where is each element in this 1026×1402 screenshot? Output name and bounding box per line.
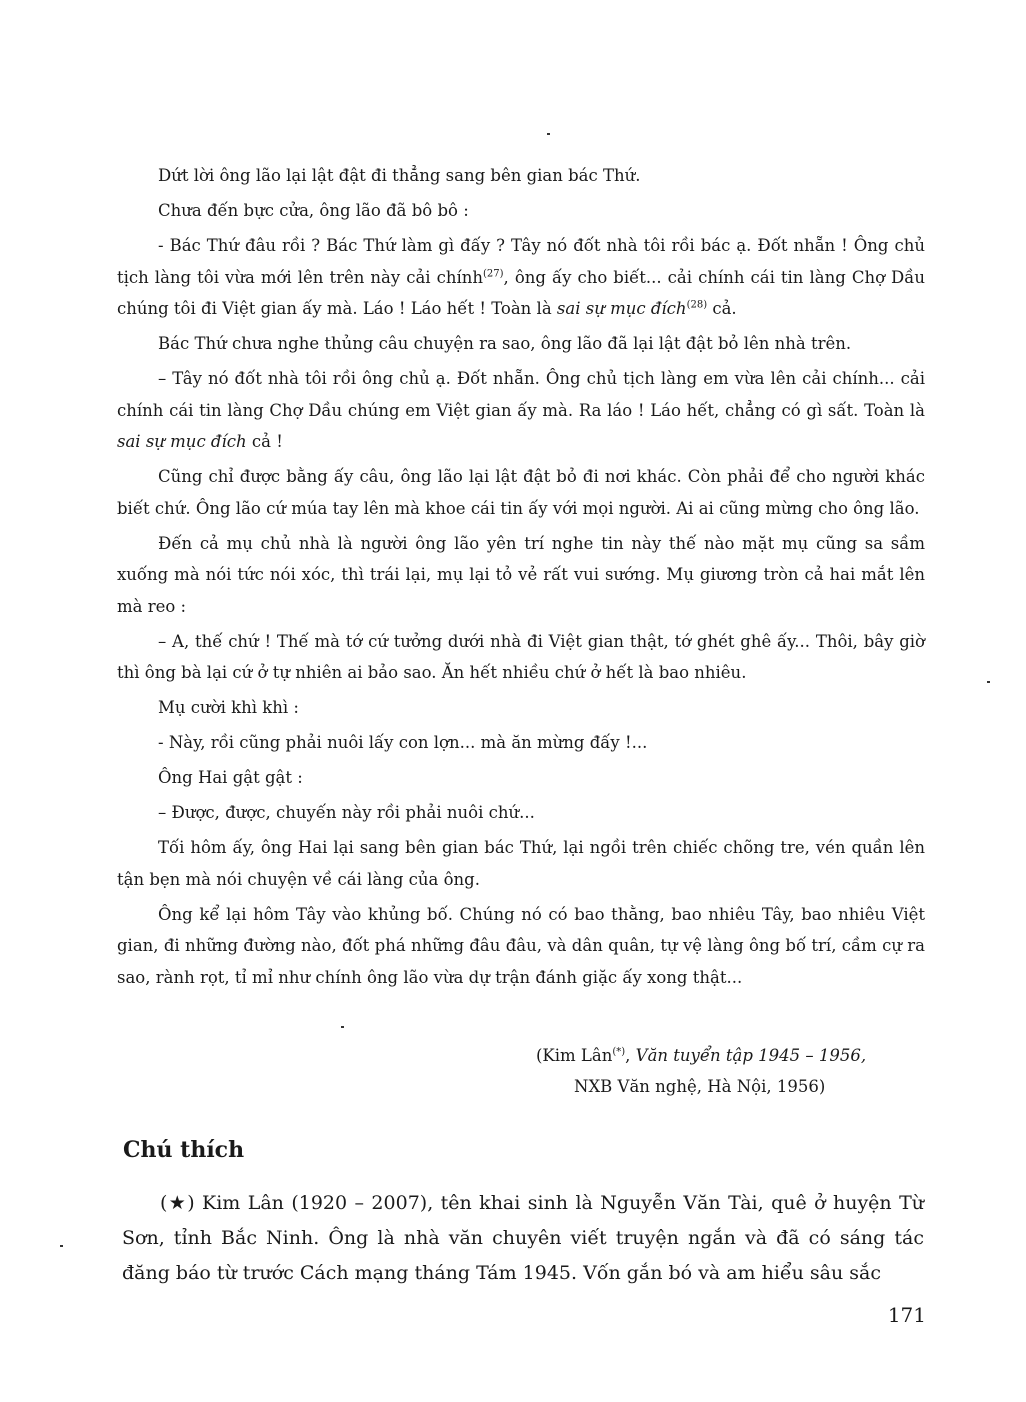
- footnote-ref: (*): [612, 1046, 626, 1058]
- footnote-ref: (27): [483, 268, 504, 279]
- paragraph: Bác Thứ chưa nghe thủng câu chuyện ra sao, ông lão đã lại lật đật bỏ lên nhà trên.: [158, 334, 852, 353]
- scan-speck: [987, 681, 990, 683]
- footnote-ref: (28): [686, 299, 708, 311]
- paragraph: – Được, được, chuyến này rồi phải nuôi chứ...: [158, 803, 535, 822]
- source-citation: (Kim Lân(*), Văn tuyển tập 1945 – 1956, NXB Văn nghệ, Hà Nội, 1956): [536, 1040, 866, 1102]
- italic-phrase: sai sự mục đích: [556, 299, 687, 318]
- paragraph: - Này, rồi cũng phải nuôi lấy con lợn... mà ăn mừng đấy !...: [158, 733, 648, 752]
- story-text: [117, 160, 925, 997]
- italic-phrase: sai sự mục đích: [117, 432, 247, 451]
- paragraph: Chưa đến bực cửa, ông lão đã bô bô :: [158, 201, 469, 220]
- paragraph: – A, thế chứ ! Thế mà tớ cứ tưởng dưới nhà đi Việt gian thật, tớ ghét ghê ấy... Thôi, bây giờ thì ông bà lại cứ ở tự nhiên ai bảo sao. Ăn hết nhiều chứ ở hết là bao nhiêu.: [117, 631, 925, 682]
- paragraph: Ông Hai gật gật :: [158, 768, 303, 787]
- note-paragraph: (★) Kim Lân (1920 – 2007), tên khai sinh là Nguyễn Văn Tài, quê ở huyện Từ Sơn, tỉnh Bắc Ninh. Ông là nhà văn chuyên viết truyện ngắn và đã có sáng tác đăng báo từ trước Cách mạng tháng Tám 1945. Vốn gắn bó và am hiểu sâu sắc: [122, 1192, 924, 1284]
- paragraph: - Bác Thứ đâu rồi ? Bác Thứ làm gì đấy ? Tây nó đốt nhà tôi rồi bác ạ. Đốt nhẵn ! Ông chủ tịch làng tôi vừa mới lên trên này cải chính$^{(27)}$, ông ấy cho biết... cải chính cái tin làng Chợ Dầu chúng tôi đi Việt gian ấy mà. Láo ! Láo hết ! Toàn là sai sự mục đích$^{(28)}$ cả.: [117, 236, 926, 318]
- scan-speck: [60, 1245, 63, 1247]
- notes-heading: Chú thích: [123, 1137, 245, 1163]
- publisher-line: NXB Văn nghệ, Hà Nội, 1956): [574, 1077, 826, 1096]
- paragraph: Tối hôm ấy, ông Hai lại sang bên gian bác Thứ, lại ngồi trên chiếc chõng tre, vén quần lên tận bẹn mà nói chuyện về cái làng của ông.: [117, 838, 925, 889]
- paragraph: Đến cả mụ chủ nhà là người ông lão yên trí nghe tin này thế nào mặt mụ cũng sa sầm xuống mà nói tức nói xóc, thì trái lại, mụ lại tỏ vẻ rất vui sướng. Mụ giương tròn cả hai mắt lên mà reo :: [117, 533, 925, 616]
- paragraph: – Tây nó đốt nhà tôi rồi ông chủ ạ. Đốt nhẵn. Ông chủ tịch làng em vừa lên cải chính... cải chính cái tin làng Chợ Dầu chúng em Việt gian ấy mà. Ra láo ! Láo hết, chẳng có gì sất. Toàn là sai sự mục đích cả !: [117, 369, 925, 451]
- paragraph: Mụ cười khì khì :: [158, 698, 299, 717]
- paragraph: Cũng chỉ được bằng ấy câu, ông lão lại lật đật bỏ đi nơi khác. Còn phải để cho người khác biết chứ. Ông lão cứ múa tay lên mà khoe cái tin ấy với mọi người. Ai ai cũng mừng cho ông lão.: [117, 467, 925, 518]
- page-number: 171: [887, 1303, 926, 1327]
- work-title: Văn tuyển tập 1945 – 1956,: [635, 1046, 867, 1065]
- notes-text: [122, 1186, 924, 1291]
- paragraph: Dứt lời ông lão lại lật đật đi thẳng sang bên gian bác Thứ.: [158, 166, 641, 185]
- scan-speck: [341, 1026, 344, 1028]
- paragraph: Ông kể lại hôm Tây vào khủng bố. Chúng nó có bao thằng, bao nhiêu Tây, bao nhiêu Việt gian, đi những đường nào, đốt phá những đâu đâu, và dân quân, tự vệ làng ông bố trí, cầm cự ra sao, rành rọt, tỉ mỉ như chính ông lão vừa dự trận đánh giặc ấy xong thật...: [117, 904, 925, 987]
- scan-speck: [547, 133, 550, 135]
